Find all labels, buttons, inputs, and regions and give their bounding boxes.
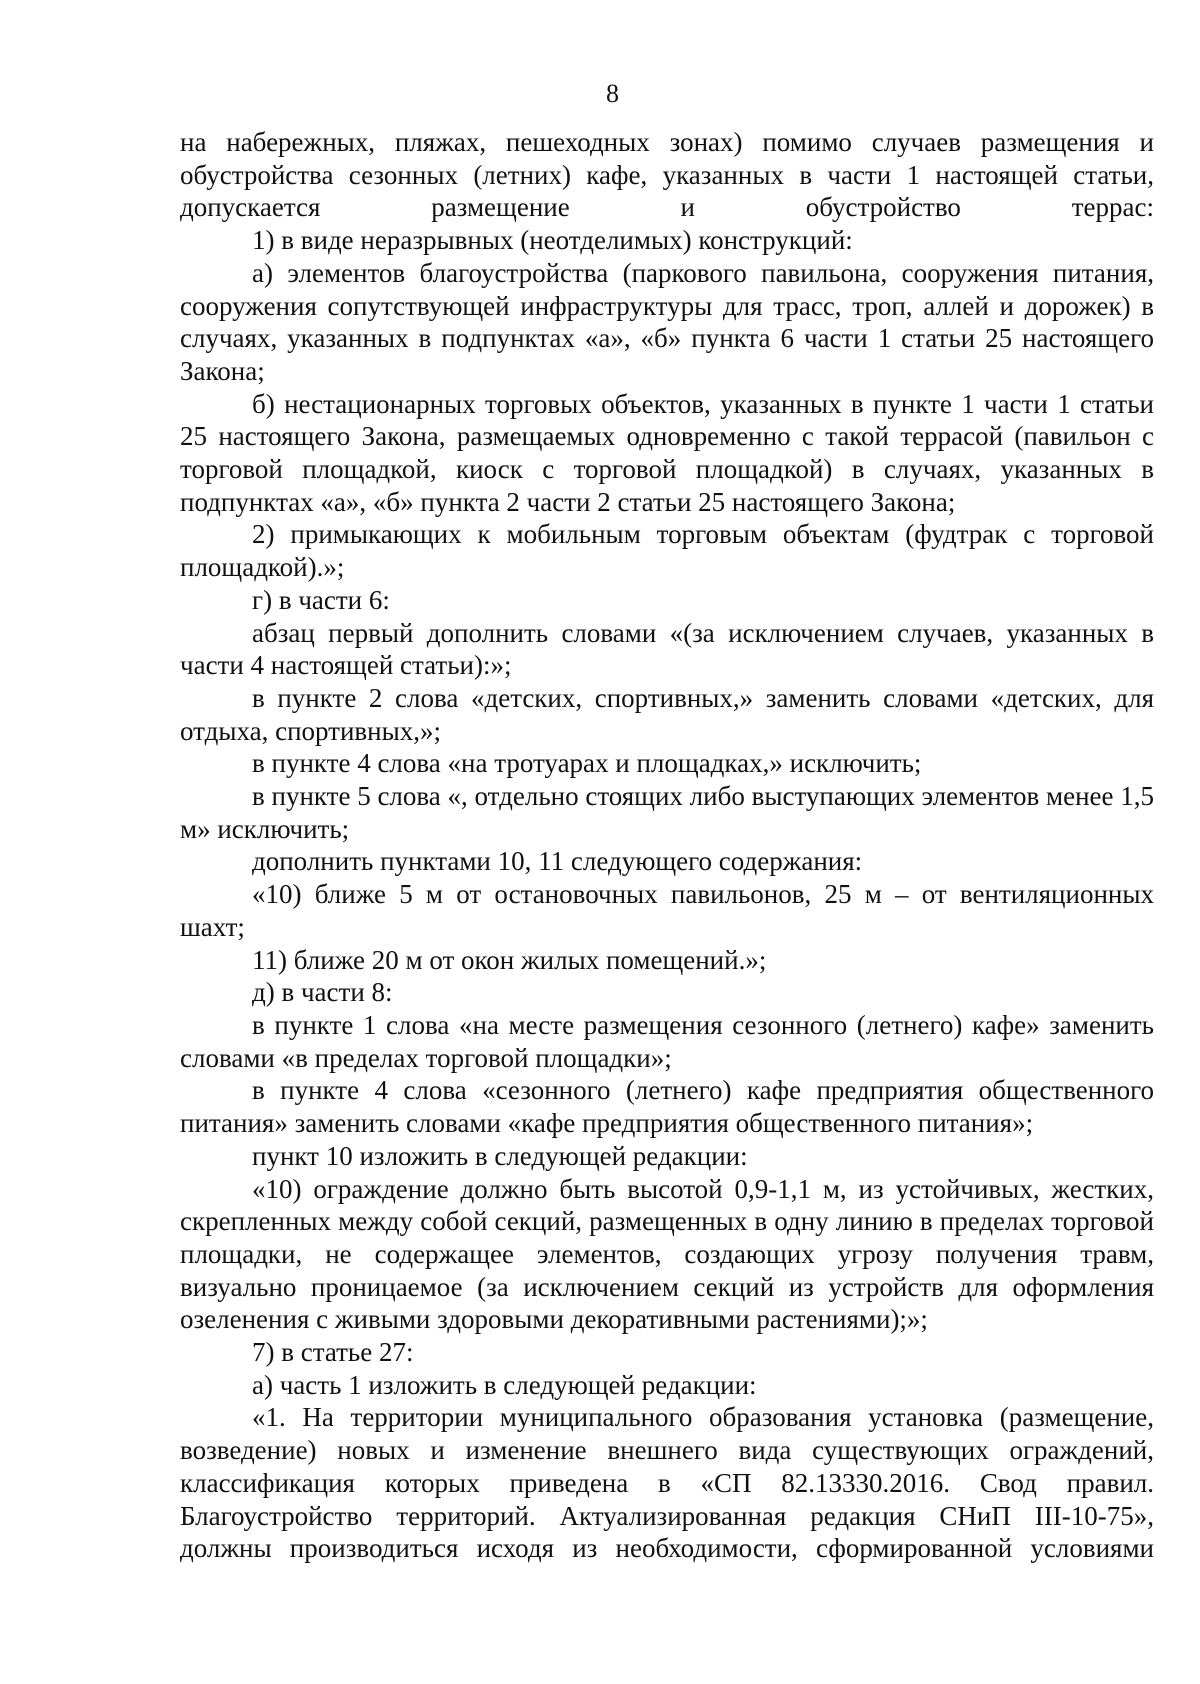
paragraph: «1. На территории муниципального образования установка (размещение, возведение) новых и изменение внешнего вида существующих ограждений, классификация которых приведена в «СП 82.13330.2016. Свод правил. Благоустройство территорий. Актуализированная редакция СНиП III-10-75», должны производиться исходя из необходимости, сформированной условиями bbox=[180, 1402, 1154, 1564]
paragraph: в пункте 4 слова «на тротуарах и площадках,» исключить; bbox=[252, 748, 922, 779]
paragraph: пункт 10 изложить в следующей редакции: bbox=[252, 1140, 748, 1171]
paragraph: «10) ближе 5 м от остановочных павильонов, 25 м – от вентиляционных шахт; bbox=[180, 879, 1154, 942]
page-number: 8 bbox=[606, 79, 619, 108]
paragraph: 1) в виде неразрывных (неотделимых) конструкций: bbox=[252, 225, 853, 256]
paragraph: 2) примыкающих к мобильным торговым объектам (фудтрак с торговой площадкой).»; bbox=[180, 519, 1154, 583]
paragraph: а) часть 1 изложить в следующей редакции: bbox=[252, 1369, 757, 1400]
paragraph: в пункте 1 слова «на месте размещения сезонного (летнего) кафе» заменить словами «в пределах торговой площадки»; bbox=[180, 1009, 1154, 1073]
paragraph: абзац первый дополнить словами «(за исключением случаев, указанных в части 4 настоящей статьи):»; bbox=[180, 617, 1154, 681]
paragraph: в пункте 2 слова «детских, спортивных,» заменить словами «детских, для отдыха, спортивных,»; bbox=[180, 682, 1154, 746]
paragraph: а) элементов благоустройства (паркового павильона, сооружения питания, сооружения сопутствующей инфраструктуры для трасс, троп, аллей и дорожек) в случаях, указанных в подпунктах «а», «б» пункта 6 части 1 статьи 25 настоящего Закона; bbox=[180, 257, 1154, 386]
paragraph: на набережных, пляжах, пешеходных зонах) помимо случаев размещения и обустройства сезонных (летних) кафе, указанных в части 1 настоящей статьи, допускается размещение и обустройство террас: bbox=[180, 127, 1154, 223]
paragraph: «10) ограждение должно быть высотой 0,9-1,1 м, из устойчивых, жестких, скрепленных между собой секций, размещенных в одну линию в пределах торговой площадки, не содержащее элементов, создающих угрозу получения травм, визуально проницаемое (за исключением секций из устройств для оформления озеленения с живыми здоровыми декоративными растениями);»; bbox=[180, 1173, 1154, 1335]
paragraph: в пункте 4 слова «сезонного (летнего) кафе предприятия общественного питания» заменить словами «кафе предприятия общественного питания»; bbox=[180, 1075, 1154, 1139]
paragraph: г) в части 6: bbox=[252, 584, 390, 615]
paragraph: б) нестационарных торговых объектов, указанных в пункте 1 части 1 статьи 25 настоящего Закона, размещаемых одновременно с такой террасой (павильон с торговой площадкой, киоск с торговой площадкой) в случаях, указанных в подпунктах «а», «б» пункта 2 части 2 статьи 25 настоящего Закона; bbox=[180, 388, 1154, 517]
paragraph: в пункте 5 слова «, отдельно стоящих либо выступающих элементов менее 1,5 м» исключить; bbox=[180, 781, 1154, 844]
paragraph: 7) в статье 27: bbox=[252, 1337, 414, 1368]
paragraph: 11) ближе 20 м от окон жилых помещений.»; bbox=[252, 944, 767, 975]
document-body bbox=[180, 126, 1154, 1565]
paragraph: д) в части 8: bbox=[252, 977, 393, 1008]
paragraph: дополнить пунктами 10, 11 следующего содержания: bbox=[252, 846, 863, 877]
